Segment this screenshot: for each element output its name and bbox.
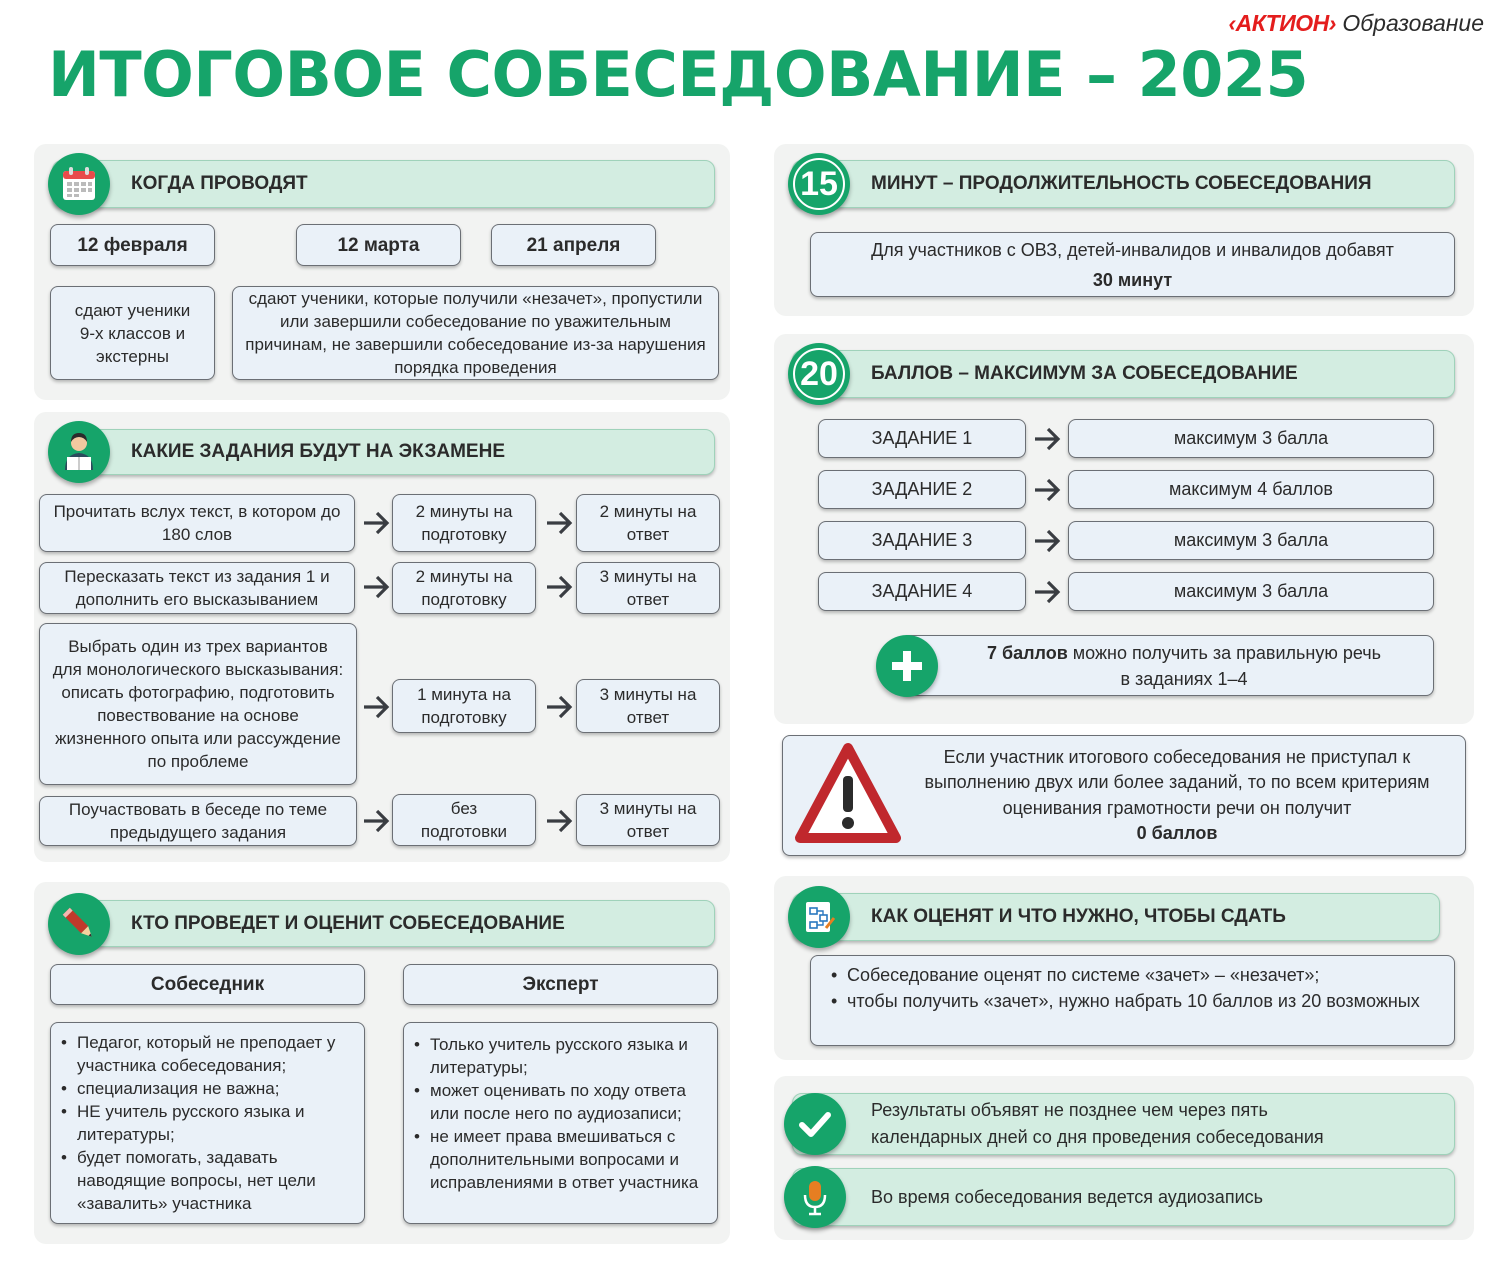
tasks-heading: КАКИЕ ЗАДАНИЯ БУДУТ НА ЭКЗАМЕНЕ	[52, 429, 715, 475]
interlocutor-list	[50, 1022, 365, 1224]
duration-note: Для участников с ОВЗ, детей-инвалидов и инвалидов добавят	[871, 239, 1394, 260]
list-item: • специализация не важна;	[77, 1077, 356, 1100]
task-row-2-text: Пересказать текст из задания 1 и дополнить его высказыванием	[39, 562, 355, 614]
plus-icon	[876, 635, 938, 697]
warning-bold: 0 баллов	[1136, 823, 1218, 843]
date-1: 12 февраля	[50, 224, 215, 266]
score-number: 20	[800, 354, 838, 393]
bonus-box	[900, 635, 1434, 696]
list-item: • не имеет права вмешиваться с дополнительными вопросами и исправлениями в ответ участника	[430, 1125, 709, 1194]
list-item: • Педагог, который не преподает у участника собеседования;	[77, 1031, 356, 1077]
score-task-1-max: максимум 3 балла	[1068, 419, 1434, 458]
task-row-1-text: Прочитать вслух текст, в котором до 180 слов	[39, 494, 355, 552]
checkmark-icon	[784, 1093, 846, 1155]
pencil-icon	[48, 893, 110, 955]
score-number-badge	[788, 343, 850, 405]
duration-note-box	[810, 232, 1455, 297]
page-title: ИТОГОВОЕ СОБЕСЕДОВАНИЕ – 2025	[48, 38, 1309, 111]
brand-logo	[1228, 10, 1484, 37]
list-item: • будет помогать, задавать наводящие вопросы, нет цели «завалить» участника	[77, 1146, 356, 1215]
arrow-right-icon	[361, 808, 391, 834]
calendar-icon	[48, 153, 110, 215]
audio-text: Во время собеседования ведется аудиозапись	[871, 1186, 1264, 1207]
score-task-2-max: максимум 4 баллов	[1068, 470, 1434, 509]
arrow-right-icon	[544, 574, 574, 600]
score-task-4-name: ЗАДАНИЕ 4	[818, 572, 1026, 611]
audio-box	[792, 1168, 1455, 1226]
logo-edu: Образование	[1342, 10, 1484, 36]
who-first-text: сдают ученики 9-х классов и экстерны	[50, 286, 215, 380]
checklist-icon	[788, 886, 850, 948]
task-row-4-text: Поучаствовать в беседе по теме предыдущего задания	[39, 796, 357, 846]
results-text: Результаты объявят не позднее чем через пять календарных дней со дня проведения собеседования	[871, 1100, 1324, 1147]
task-row-1-prep: 2 минуты на подготовку	[392, 494, 536, 552]
evaluate-list	[810, 955, 1455, 1046]
who-heading: КТО ПРОВЕДЕТ И ОЦЕНИТ СОБЕСЕДОВАНИЕ	[52, 900, 715, 947]
warning-icon	[795, 742, 901, 846]
score-heading: БАЛЛОВ – МАКСИМУМ ЗА СОБЕСЕДОВАНИЕ	[792, 350, 1455, 398]
score-task-4-max: максимум 3 балла	[1068, 572, 1434, 611]
task-row-1-answer: 2 минуты на ответ	[576, 494, 720, 552]
arrow-right-icon	[1032, 528, 1062, 554]
warning-text: Если участник итогового собеседования не приступал к выполнению двух или более заданий, то по всем критериям оценивания грамотности речи он получит	[924, 746, 1430, 818]
who-retake-text: сдают ученики, которые получили «незачет», пропустили или завершили собеседование по уважительным причинам, не завершили собеседование из-за нарушения порядка проведения	[232, 286, 719, 380]
arrow-right-icon	[1032, 426, 1062, 452]
bonus-line2: в заданиях 1–4	[1120, 668, 1248, 689]
bonus-bold: 7 баллов	[986, 642, 1068, 663]
arrow-right-icon	[361, 574, 391, 600]
list-item: • НЕ учитель русского языка и литературы;	[77, 1100, 356, 1146]
arrow-right-icon	[1032, 477, 1062, 503]
task-row-3-prep: 1 минута на подготовку	[392, 679, 536, 733]
score-task-1-name: ЗАДАНИЕ 1	[818, 419, 1026, 458]
arrow-right-icon	[361, 694, 391, 720]
when-heading: КОГДА ПРОВОДЯТ	[52, 160, 715, 208]
task-row-2-prep: 2 минуты на подготовку	[392, 562, 536, 614]
evaluate-heading: КАК ОЦЕНЯТ И ЧТО НУЖНО, ЧТОБЫ СДАТЬ	[792, 893, 1440, 941]
task-row-2-answer: 3 минуты на ответ	[576, 562, 720, 614]
expert-title: Эксперт	[403, 964, 718, 1005]
list-item: • может оценивать по ходу ответа или после него по аудиозаписи;	[430, 1079, 709, 1125]
task-row-3-answer: 3 минуты на ответ	[576, 679, 720, 733]
arrow-right-icon	[544, 694, 574, 720]
microphone-icon	[784, 1166, 846, 1228]
interlocutor-title: Собеседник	[50, 964, 365, 1005]
student-reading-icon	[48, 421, 110, 483]
task-row-3-text: Выбрать один из трех вариантов для монологического высказывания: описать фотографию, подготовить повествование на основе жизненного опыта или рассуждение по проблеме	[39, 623, 357, 785]
arrow-right-icon	[361, 510, 391, 536]
duration-number-badge	[788, 153, 850, 215]
arrow-right-icon	[544, 808, 574, 834]
score-task-2-name: ЗАДАНИЕ 2	[818, 470, 1026, 509]
expert-list	[403, 1022, 718, 1224]
list-item: • Только учитель русского языка и литературы;	[430, 1033, 709, 1079]
duration-number: 15	[800, 164, 838, 203]
bonus-rest: можно получить за правильную речь	[1072, 642, 1382, 663]
duration-extra: 30 минут	[1092, 269, 1173, 290]
list-item: • чтобы получить «зачет», нужно набрать 10 баллов из 20 возможных	[847, 988, 1444, 1014]
task-row-4-prep: без подготовки	[392, 794, 536, 846]
logo-brand: ‹АКТИОН›	[1228, 10, 1336, 36]
score-task-3-max: максимум 3 балла	[1068, 521, 1434, 560]
arrow-right-icon	[1032, 579, 1062, 605]
date-3: 21 апреля	[491, 224, 656, 266]
results-box	[792, 1093, 1455, 1155]
list-item: • Собеседование оценят по системе «зачет» – «незачет»;	[847, 962, 1444, 988]
task-row-4-answer: 3 минуты на ответ	[576, 794, 720, 846]
score-task-3-name: ЗАДАНИЕ 3	[818, 521, 1026, 560]
duration-heading: МИНУТ – ПРОДОЛЖИТЕЛЬНОСТЬ СОБЕСЕДОВАНИЯ	[792, 160, 1455, 208]
arrow-right-icon	[544, 510, 574, 536]
date-2: 12 марта	[296, 224, 461, 266]
